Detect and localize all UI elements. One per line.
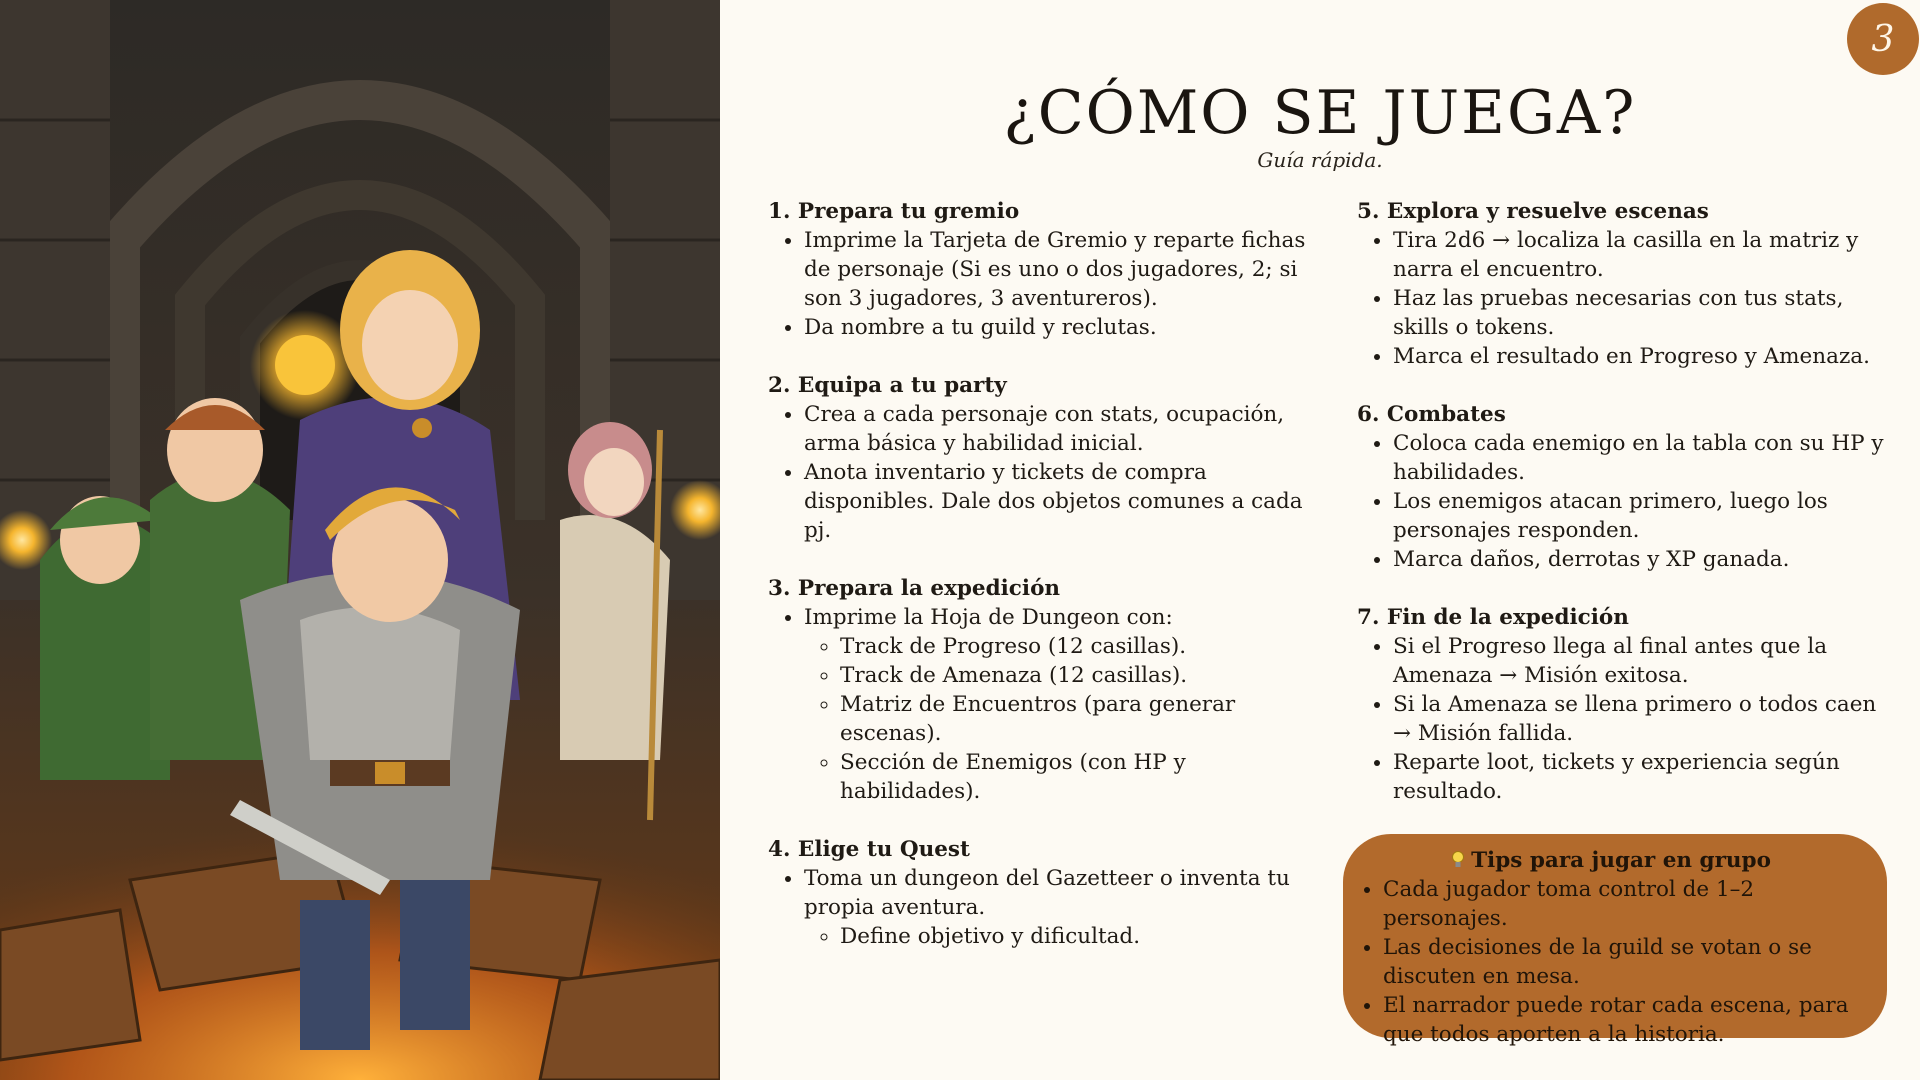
step-section: [768, 197, 1308, 342]
step-item: [804, 603, 1308, 806]
tip-item: • Cada jugador toma control de 1–2 personajes.: [1383, 875, 1879, 933]
tips-header: [1343, 846, 1879, 875]
step-item: • Marca daños, derrotas y XP ganada.: [1393, 545, 1897, 574]
step-item: • Crea a cada personaje con stats, ocupación, arma básica y habilidad inicial.: [804, 400, 1308, 458]
step-item: • Imprime la Tarjeta de Gremio y reparte fichas de personaje (Si es uno o dos jugadores, 2; si son 3 jugadores, 3 aventureros).: [804, 226, 1308, 313]
page-title: ¿CÓMO SE JUEGA?: [1003, 78, 1637, 148]
step-item: • Reparte loot, tickets y experiencia según resultado.: [1393, 748, 1897, 806]
step-subitem: ◦ Matriz de Encuentros (para generar escenas).: [840, 690, 1308, 748]
step-heading: 2. Equipa a tu party: [768, 373, 1007, 398]
step-item: • Los enemigos atacan primero, luego los personajes responden.: [1393, 487, 1897, 545]
tip-item: • Las decisiones de la guild se votan o se discuten en mesa.: [1383, 933, 1879, 991]
step-section: [768, 574, 1308, 806]
step-subitem: ◦ Track de Amenaza (12 casillas).: [840, 661, 1308, 690]
tip-item: • El narrador puede rotar cada escena, para que todos aporten a la historia.: [1383, 991, 1879, 1049]
steps-column-left: [768, 197, 1308, 980]
step-item-text: Toma un dungeon del Gazetteer o inventa tu propia aventura.: [804, 866, 1290, 920]
adventurers-illustration: [0, 0, 720, 1080]
step-item: • Anota inventario y tickets de compra disponibles. Dale dos objetos comunes a cada pj.: [804, 458, 1308, 545]
step-item: • Da nombre a tu guild y reclutas.: [804, 313, 1308, 342]
page-subtitle: Guía rápida.: [1257, 148, 1383, 172]
step-heading: 4. Elige tu Quest: [768, 837, 970, 862]
step-heading: 7. Fin de la expedición: [1357, 605, 1629, 630]
step-item: • Si la Amenaza se llena primero o todos caen → Misión fallida.: [1393, 690, 1897, 748]
step-item: [804, 864, 1308, 951]
step-subitem: ◦ Sección de Enemigos (con HP y habilidades).: [840, 748, 1308, 806]
step-heading: 1. Prepara tu gremio: [768, 199, 1020, 224]
step-item: • Marca el resultado en Progreso y Amenaza.: [1393, 342, 1897, 371]
step-section: [1357, 603, 1897, 806]
step-heading: 5. Explora y resuelve escenas: [1357, 199, 1709, 224]
step-item-text: Imprime la Hoja de Dungeon con:: [804, 605, 1173, 630]
step-section: [768, 835, 1308, 951]
step-heading: 3. Prepara la expedición: [768, 576, 1061, 601]
step-item: • Tira 2d6 → localiza la casilla en la matriz y narra el encuentro.: [1393, 226, 1897, 284]
tips-box: [1343, 834, 1887, 1047]
step-section: [768, 371, 1308, 545]
lightbulb-icon: [1451, 848, 1465, 866]
step-item: • Coloca cada enemigo en la tabla con su HP y habilidades.: [1393, 429, 1897, 487]
step-heading: 6. Combates: [1357, 402, 1506, 427]
page-number-badge: 3: [1847, 3, 1919, 75]
tips-heading: Tips para jugar en grupo: [1471, 848, 1771, 873]
steps-column-right: [1357, 197, 1897, 835]
step-item: • Haz las pruebas necesarias con tus stats, skills o tokens.: [1393, 284, 1897, 342]
step-section: [1357, 400, 1897, 574]
step-subitem: ◦ Define objetivo y dificultad.: [840, 922, 1308, 951]
step-subitem: ◦ Track de Progreso (12 casillas).: [840, 632, 1308, 661]
step-section: [1357, 197, 1897, 371]
step-item: • Si el Progreso llega al final antes que la Amenaza → Misión exitosa.: [1393, 632, 1897, 690]
